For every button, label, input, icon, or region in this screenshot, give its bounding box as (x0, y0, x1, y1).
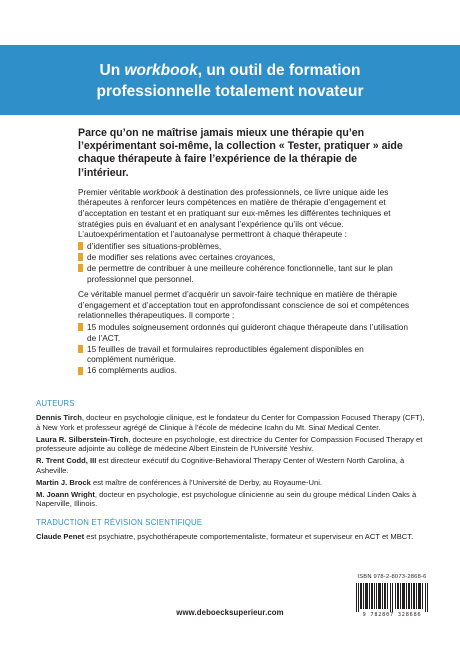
translator-name: Claude Penet (36, 532, 85, 542)
benefits-list (78, 241, 410, 284)
author-bio: est directeur exécutif du Cognitive-Behavioral Therapy Center of Western North Carolina, à Asheville. (36, 456, 405, 475)
author-name: M. Joann Wright (36, 489, 95, 499)
list-item (78, 241, 410, 252)
authors-heading: AUTEURS (36, 399, 75, 408)
list-item-text: 15 modules soigneusement ordonnés qui guideront chaque thérapeute dans l’utilisation de l’ACT. (87, 321, 409, 343)
para1-pre: Premier véritable (78, 186, 144, 197)
banner-title-line1 (0, 60, 460, 81)
list-item-text: 15 feuilles de travail et formulaires reproductibles également disponibles en complément numérique. (87, 343, 364, 365)
intro-paragraph: Parce qu’on ne maîtrise jamais mieux une thérapie qu’en l’expérimentant soi-même, la collection « Tester, pratiquer » aide chaque thérapeute à faire l’expérience de la thérapie de l’intérieur. (78, 127, 403, 179)
bullet-square-icon (78, 253, 83, 261)
author-entry (36, 478, 428, 488)
list-item-text: d’identifier ses situations-problèmes, (87, 240, 222, 251)
author-entry (36, 490, 428, 510)
translator-bio: est psychiatre, psychothérapeute comportementaliste, formateur et superviseur en ACT et MBCT. (84, 532, 414, 542)
list-item (78, 344, 410, 365)
para1-italic: workbook (143, 186, 179, 197)
list-item-text: de modifier ses relations avec certaines croyances, (87, 251, 276, 262)
list-item (78, 252, 410, 263)
author-name: Dennis Tirch (36, 413, 82, 422)
bullet-square-icon (78, 367, 83, 375)
banner-title-pre: Un (99, 62, 125, 79)
author-name: Laura R. Silberstein-Tirch (36, 434, 129, 444)
bullet-square-icon (78, 264, 83, 272)
list-item-text: 16 compléments audios. (87, 365, 177, 376)
author-bio: , docteur en psychologie clinique, est le fondateur du Center for Compassion Focused Therapy (CFT), à New York et professeur agrégé de Clinique à l’école de médecine Icahn du Mt. Sinaï Medical Center. (36, 413, 425, 432)
list-item-text: de permettre de contribuer à une meilleure cohérence fonctionnelle, tant sur le plan professionnel que personnel. (87, 262, 393, 284)
para1-post: à destination des professionnels, ce livre unique aide les thérapeutes à renforcer leurs compétences en matière de thérapie d’engagement et d’acceptation en testant et en pratiquant sur eux-mêmes les différentes techniques et stratégies puis en évaluant et en analysant l’expérience qu’ils ont vécue. L’autoexpérimentation et l’autoanalyse permettront à chaque thérapeute : (78, 186, 391, 240)
author-entry (36, 435, 428, 455)
author-name: R. Trent Codd, III (36, 456, 97, 466)
list-item (78, 263, 410, 284)
author-entry (36, 456, 428, 476)
description-paragraph-1 (78, 187, 410, 240)
main-content (78, 127, 410, 381)
bullet-square-icon (78, 323, 83, 331)
list-item (78, 365, 410, 376)
bullet-square-icon (78, 345, 83, 353)
contents-list (78, 322, 410, 376)
list-item (78, 322, 410, 343)
banner-title-line2: professionnelle totalement novateur (96, 83, 364, 100)
barcode-digits: 9 782807 328686 (362, 612, 422, 618)
isbn-label: ISBN 978-2-8073-2868-6 (357, 574, 427, 580)
description-paragraph-2: Ce véritable manuel permet d’acquérir un savoir-faire technique en matière de thérapie d’engagement et d’acceptation tout en approfondissant conscience de soi et compétences relationnelles thérapeutiques. Il comporte : (78, 289, 410, 321)
author-entry (36, 413, 428, 433)
banner-title (0, 60, 460, 102)
author-name: Martin J. Brock (36, 477, 91, 487)
publisher-website[interactable]: www.deboecksuperieur.com (176, 608, 284, 617)
banner-title-post: , un outil de formation (197, 62, 361, 79)
bullet-square-icon (78, 242, 83, 250)
banner-title-italic: workbook (124, 62, 198, 79)
author-bio: , docteure en psychologie, est directrice du Center for Compassion Focused Therapy et professeure adjointe au collège de médecine Albert Einstein de l’Université Yeshiv. (36, 434, 423, 454)
top-strip (0, 0, 460, 45)
translation-heading: TRADUCTION ET RÉVISION SCIENTIFIQUE (36, 518, 203, 528)
authors-inner (36, 399, 428, 544)
translator-entry (36, 532, 428, 542)
authors-section (0, 399, 460, 575)
author-bio: , docteur en psychologie, est psychologue clinicienne au sein du groupe médical Linden Oaks à Naperville, Illinois. (36, 489, 417, 509)
author-bio: est maître de conférences à l’Université de Derby, au Royaume-Uni. (90, 477, 323, 487)
